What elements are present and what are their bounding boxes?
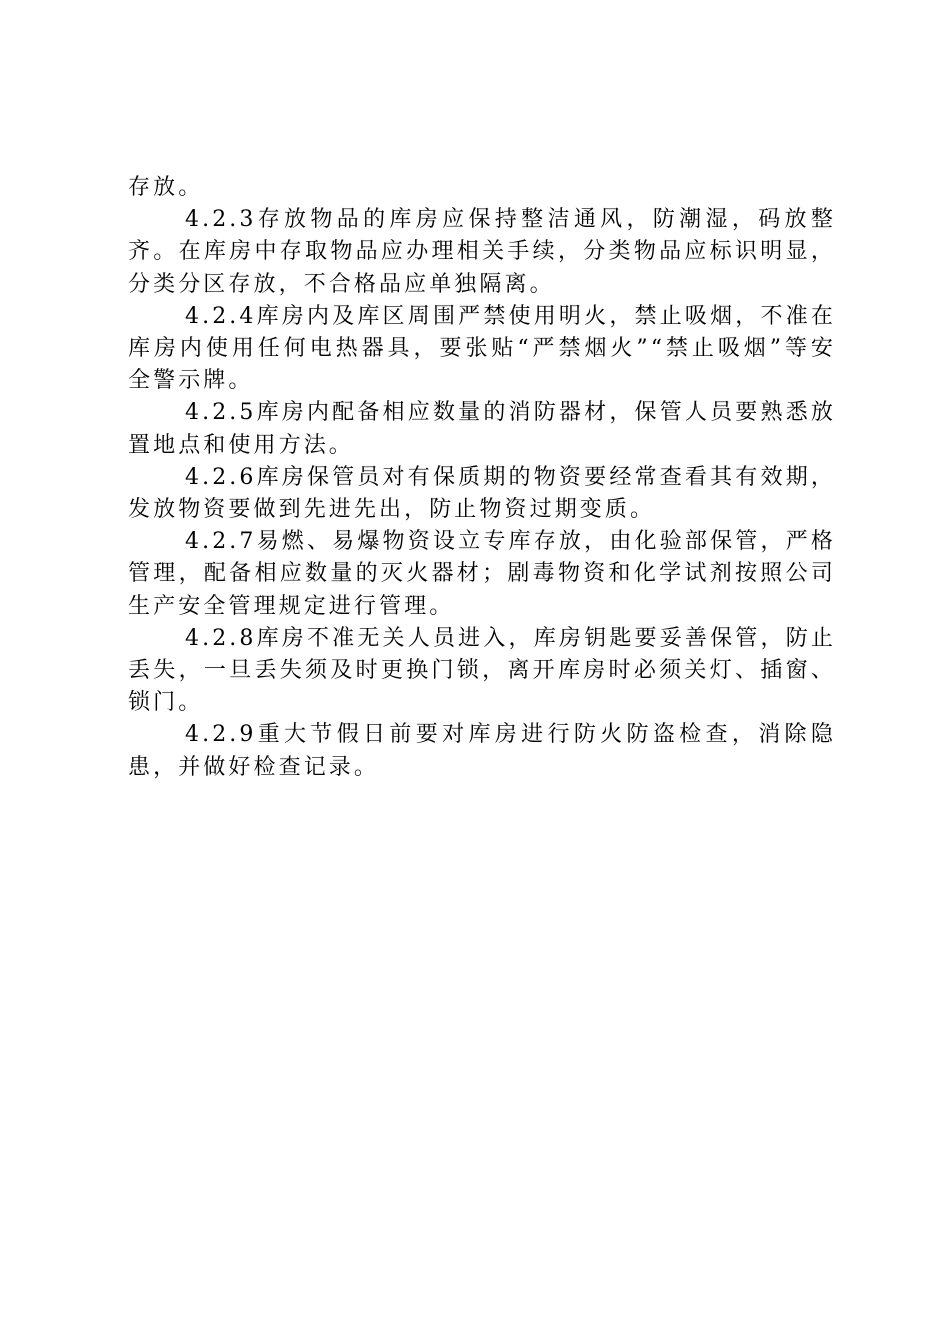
paragraph-4-2-5: 4.2.5库房内配备相应数量的消防器材，保管人员要熟悉放置地点和使用方法。 — [128, 400, 836, 458]
document-body — [128, 172, 836, 784]
paragraph-4-2-8: 4.2.8库房不准无关人员进入，库房钥匙要妥善保管，防止丢失，一旦丢失须及时更换门锁，离开库房时必须关灯、插窗、锁门。 — [128, 625, 836, 716]
paragraph-continuation: 存放。 — [128, 175, 204, 200]
paragraph-4-2-6: 4.2.6库房保管员对有保质期的物资要经常查看其有效期，发放物资要做到先进先出，防止物资过期变质。 — [128, 464, 836, 523]
paragraph-4-2-9: 4.2.9重大节假日前要对库房进行防火防盗检查，消除隐患，并做好检查记录。 — [128, 722, 836, 780]
paragraph-4-2-4: 4.2.4库房内及库区周围严禁使用明火，禁止吸烟，不准在库房内使用任何电热器具，要张贴“严禁烟火”“禁止吸烟”等安全警示牌。 — [128, 303, 836, 394]
paragraph-4-2-7: 4.2.7易燃、易爆物资设立专库存放，由化验部保管，严格管理，配备相应数量的灭火器材；剧毒物资和化学试剂按照公司生产安全管理规定进行管理。 — [128, 529, 836, 619]
paragraph-4-2-3: 4.2.3存放物品的库房应保持整洁通风，防潮湿，码放整齐。在库房中存取物品应办理相关手续，分类物品应标识明显，分类分区存放，不合格品应单独隔离。 — [128, 207, 836, 297]
